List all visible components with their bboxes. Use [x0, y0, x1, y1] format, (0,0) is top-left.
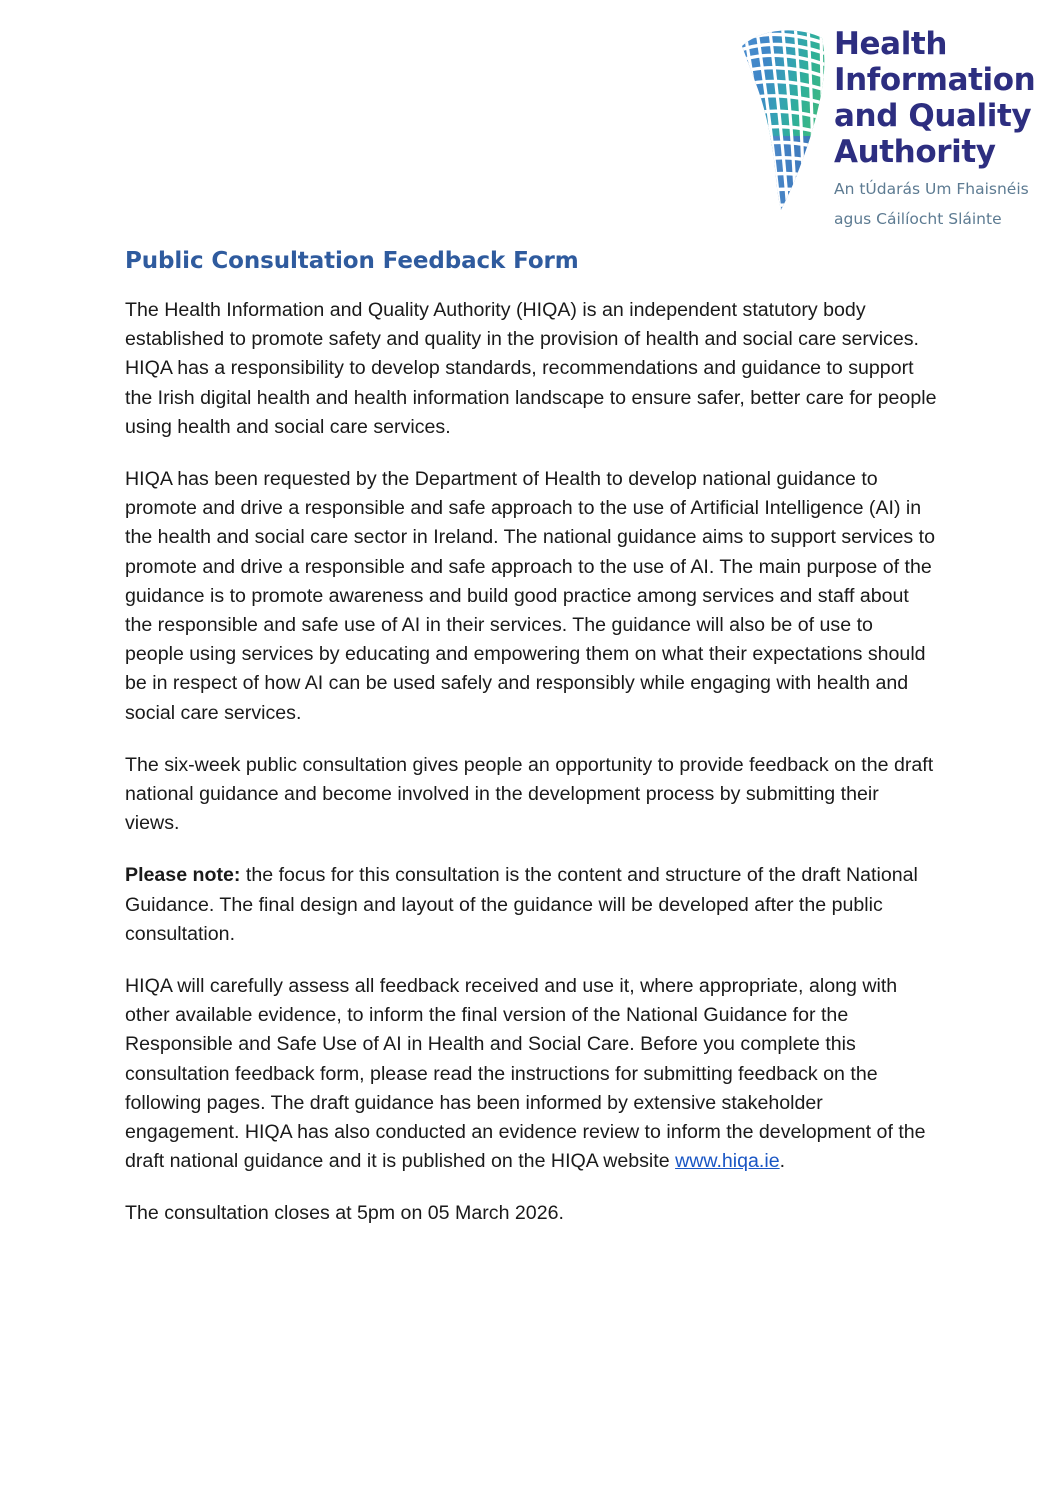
logo-name-line-4: Authority	[834, 134, 996, 170]
paragraph-closing-date: The consultation closes at 5pm on 05 March 2026.	[125, 1202, 564, 1225]
document-body	[125, 246, 937, 1229]
paragraph-please-note	[125, 861, 937, 949]
hiqa-website-link[interactable]: www.hiqa.ie	[675, 1150, 780, 1173]
logo-irish-line-2: agus Cáilíocht Sláinte	[834, 210, 1002, 228]
logo-name-line-1: Health	[834, 26, 948, 62]
hiqa-logo	[736, 22, 1036, 244]
logo-name-line-3: and Quality	[834, 98, 1032, 134]
paragraph-guidance-purpose: HIQA has been requested by the Department of Health to develop national guidance to promote and drive a responsible and safe approach to the use of Artificial Intelligence (AI) in the health and social care sector in Ireland. The national guidance aims to support services to promote and drive a responsible and safe approach to the use of AI. The main purpose of the guidance is to promote awareness and build good practice among services and staff about the responsible and safe use of AI in their services. The guidance will also be of use to people using services by educating and empowering them on what their expectations should be in respect of how AI can be used safely and responsibly while engaging with health and social care services.	[125, 468, 935, 724]
logo-irish-line-1: An tÚdarás Um Fhaisnéis	[834, 180, 1029, 198]
feedback-assessment-text: HIQA will carefully assess all feedback received and use it, where appropriate, along with other available evidence, to inform the final version of the National Guidance for the Responsible and Safe Use of AI in Health and Social Care. Before you complete this consultation feedback form, please read the instructions for submitting feedback on the following pages. The draft guidance has been informed by extensive stakeholder engagement. HIQA has also conducted an evidence review to inform the development of the draft national guidance and it is published on the HIQA website	[125, 975, 926, 1173]
please-note-label: Please note:	[125, 864, 241, 887]
hiqa-globe-mesh-logo-mark	[736, 26, 828, 212]
feedback-assessment-text-end: .	[779, 1150, 786, 1173]
hiqa-logo-text	[834, 22, 1036, 230]
please-note-text: the focus for this consultation is the content and structure of the draft National Guidance. The final design and layout of the guidance will be developed after the public consultation.	[125, 864, 918, 945]
paragraph-feedback-assessment	[125, 972, 937, 1176]
logo-name-line-2: Information	[834, 62, 1036, 98]
page-title: Public Consultation Feedback Form	[125, 248, 579, 274]
paragraph-intro: The Health Information and Quality Authority (HIQA) is an independent statutory body established to promote safety and quality in the provision of health and social care services. HIQA has a responsibility to develop standards, recommendations and guidance to support the Irish digital health and health information landscape to ensure safer, better care for people using health and social care services.	[125, 299, 937, 438]
paragraph-consultation-opportunity: The six-week public consultation gives people an opportunity to provide feedback on the draft national guidance and become involved in the development process by submitting their views.	[125, 753, 934, 835]
